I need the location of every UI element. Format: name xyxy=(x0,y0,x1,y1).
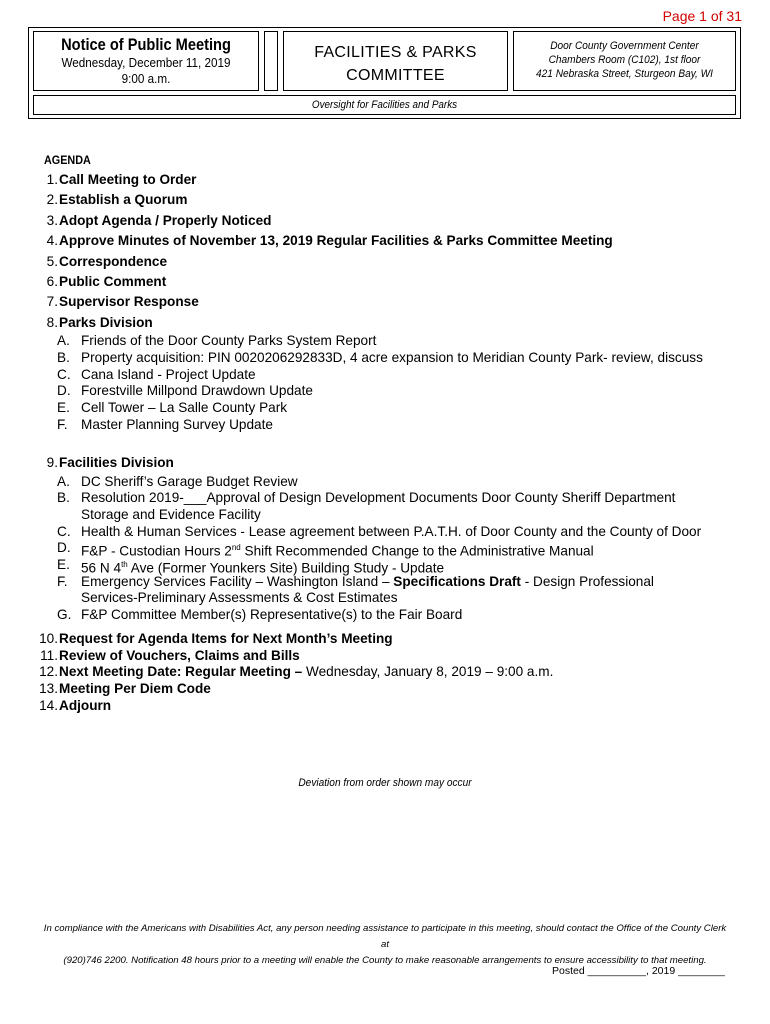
agenda-item: 2. Establish a Quorum xyxy=(46,192,188,208)
parks-subitem: D. Forestville Millpond Drawdown Update xyxy=(57,383,313,399)
committee-cell xyxy=(283,31,508,91)
agenda-heading: AGENDA xyxy=(44,153,91,167)
facilities-subitem-cont: Storage and Evidence Facility xyxy=(81,507,261,523)
meeting-header xyxy=(28,27,741,119)
committee-name-line2: COMMITTEE xyxy=(346,67,445,84)
facilities-subitem: B. Resolution 2019-___Approval of Design Development Documents Door County Sheriff Department xyxy=(57,490,676,506)
agenda-item-facilities: 9. Facilities Division xyxy=(46,455,174,471)
facilities-subitem: C. Health & Human Services - Lease agreement between P.A.T.H. of Door County and the County of Door xyxy=(57,523,702,539)
oversight-text: Oversight for Facilities and Parks xyxy=(311,99,458,111)
agenda-item: 7. Supervisor Response xyxy=(46,294,199,310)
ada-notice xyxy=(40,921,730,969)
facilities-subitem: A. DC Sheriff’s Garage Budget Review xyxy=(57,473,298,489)
agenda-item: 6. Public Comment xyxy=(46,273,167,289)
agenda-list xyxy=(34,170,734,714)
notice-cell xyxy=(33,31,259,91)
agenda-item: 10. Request for Agenda Items for Next Month’s Meeting xyxy=(39,630,393,646)
ada-notice-line1: In compliance with the Americans with Disabilities Act, any person needing assistance to participate in this meeting, should contact the Office of the County Clerk at xyxy=(43,923,727,950)
notice-title: Notice of Public Meeting xyxy=(61,35,231,54)
deviation-note: Deviation from order shown may occur xyxy=(298,777,472,789)
agenda-item: 14. Adjourn xyxy=(39,697,112,713)
committee-name-line1: FACILITIES & PARKS xyxy=(314,44,477,61)
facilities-subitem-cont: Services-Preliminary Assessments & Cost Estimates xyxy=(81,590,398,606)
posted-line: Posted __________, 2019 ________ xyxy=(552,965,725,977)
ada-notice-line2: (920)746 2200. Notification 48 hours prior to a meeting will enable the County to make reasonable arrangements to ensure accessibility to that meeting. xyxy=(63,955,707,966)
parks-subitem: E. Cell Tower – La Salle County Park xyxy=(57,399,288,415)
notice-time: 9:00 a.m. xyxy=(121,71,171,86)
parks-subitem: F. Master Planning Survey Update xyxy=(57,416,273,432)
oversight-cell xyxy=(33,95,736,115)
facilities-subitem: G. F&P Committee Member(s) Representative(s) to the Fair Board xyxy=(57,607,463,623)
agenda-item: 5. Correspondence xyxy=(46,253,168,269)
parks-subitem: C. Cana Island - Project Update xyxy=(57,366,256,382)
location-building: Door County Government Center xyxy=(550,40,699,52)
header-spacer xyxy=(264,31,278,91)
parks-subitem: A. Friends of the Door County Parks System Report xyxy=(57,333,377,349)
location-address: 421 Nebraska Street, Sturgeon Bay, WI xyxy=(535,68,714,80)
parks-subitem: B. Property acquisition: PIN 0020206292833D, 4 acre expansion to Meridian County Park- review, discuss xyxy=(57,349,703,365)
agenda-item: 13. Meeting Per Diem Code xyxy=(39,680,211,696)
agenda-item: 4. Approve Minutes of November 13, 2019 Regular Facilities & Parks Committee Meeting xyxy=(46,233,613,249)
agenda-item: 1. Call Meeting to Order xyxy=(46,172,197,187)
location-room: Chambers Room (C102), 1st floor xyxy=(548,54,701,66)
page-number: Page 1 of 31 xyxy=(662,8,742,24)
facilities-subitem: D. F&P - Custodian Hours 2nd Shift Recommended Change to the Administrative Manual xyxy=(57,540,594,559)
facilities-subitem: F. Emergency Services Facility – Washington Island – Specifications Draft - Design Professional xyxy=(57,573,654,589)
agenda-item: 11. Review of Vouchers, Claims and Bills xyxy=(40,647,300,663)
agenda-item: 3. Adopt Agenda / Properly Noticed xyxy=(46,212,272,228)
location-cell xyxy=(513,31,736,91)
agenda-item-parks: 8. Parks Division xyxy=(46,314,153,330)
facilities-subitem: E. 56 N 4th Ave (Former Younkers Site) Building Study - Update xyxy=(57,557,445,576)
agenda-item-next-meeting: 12. Next Meeting Date: Regular Meeting – Wednesday, January 8, 2019 – 9:00 a.m. xyxy=(39,664,554,680)
notice-date: Wednesday, December 11, 2019 xyxy=(61,55,231,70)
